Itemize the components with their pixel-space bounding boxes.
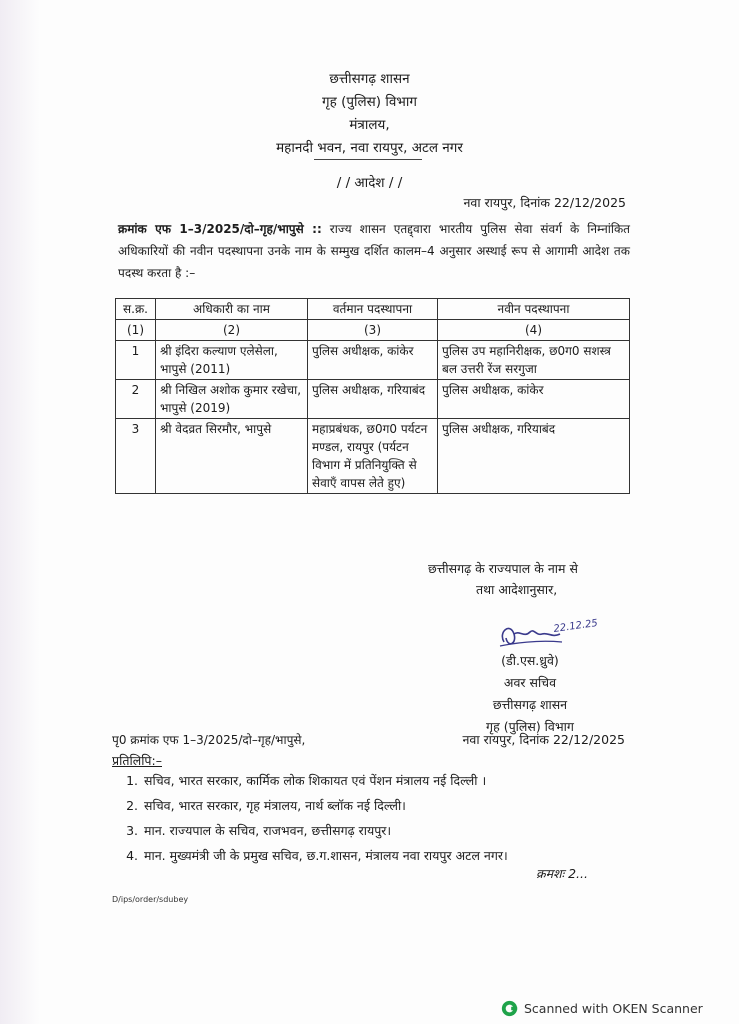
signatory-name: (डी.एस.ध्रुवे) [501,653,559,668]
list-text: सचिव, भारत सरकार, गृह मंत्रालय, नार्थ ब्लॉक नई दिल्ली। [144,798,406,813]
table-header-row [116,299,630,320]
list-item [112,768,612,793]
signatory-department: गृह (पुलिस) विभाग [486,719,574,734]
col-number: (3) [308,320,438,341]
order-authority-line: तथा आदेशानुसार, [476,582,558,597]
file-code: D/ips/order/sdubey [112,895,189,904]
order-body-text: राज्य शासन एतद्द्वारा भारतीय पुलिस सेवा संवर्ग के निम्नांकित अधिकारियों की नवीन पदस्थापना उनके नाम के सम्मुख दर्शित कालम–4 अनुसार अस्थाई रूप से आगामी आदेश तक पदस्थ करता है :– [118,222,631,280]
row-sn: 2 [116,380,156,419]
list-number: 2. [126,798,138,813]
officer-name: श्री निखिल अशोक कुमार रखेचा, भापुसे (2019) [156,380,308,419]
address-line: महानदी भवन, नवा रायपुर, अटल नगर [276,140,463,156]
current-posting: पुलिस अधीक्षक, गरियाबंद [308,380,438,419]
list-number: 1. [126,773,138,788]
table-colnum-row [116,320,630,341]
order-title: / / आदेश / / [336,175,403,191]
table-row [116,380,630,419]
list-text: सचिव, भारत सरकार, कार्मिक लोक शिकायत एवं पेंशन मंत्रालय नई दिल्ली । [144,773,487,788]
new-posting: पुलिस अधीक्षक, गरियाबंद [438,419,630,494]
col-number: (4) [438,320,630,341]
governor-authority-line: छत्तीसगढ़ के राज्यपाल के नाम से [428,561,578,576]
scanner-watermark [501,1000,703,1017]
signatory-block [440,650,620,738]
letterhead [0,68,739,160]
signature-date: 22.12.25 [552,617,599,635]
col-number: (2) [156,320,308,341]
signatory-designation: अवर सचिव [503,675,557,690]
col-header-current: वर्तमान पदस्थापना [308,299,438,320]
row-sn: 3 [116,419,156,494]
scanner-text: Scanned with OKEN Scanner [524,1001,703,1016]
endorsement-date: नवा रायपुर, दिनांक 22/12/2025 [462,732,625,747]
order-date: नवा रायपुर, दिनांक 22/12/2025 [463,195,626,210]
officer-name: श्री इंदिरा कल्याण एलेसेला, भापुसे (2011) [156,341,308,380]
current-posting: पुलिस अधीक्षक, कांकेर [308,341,438,380]
col-header-new: नवीन पदस्थापना [438,299,630,320]
order-paragraph [118,218,630,284]
department-name: गृह (पुलिस) विभाग [322,94,417,110]
header-divider [314,159,422,160]
col-header-name: अधिकारी का नाम [156,299,308,320]
list-number: 4. [126,848,138,863]
transfer-table [115,298,630,494]
current-posting: महाप्रबंधक, छ0ग0 पर्यटन मण्डल, रायपुर (पर्यटन विभाग में प्रतिनियुक्ति से सेवाएँ वापस लेते हुए) [308,419,438,494]
officer-name: श्री वेदव्रत सिरमौर, भापुसे [156,419,308,494]
table-row [116,419,630,494]
scanner-logo-icon [501,1000,518,1017]
signatory-govt: छत्तीसगढ़ शासन [492,697,568,712]
order-reference: क्रमांक एफ 1–3/2025/दो–गृह/भापुसे :: [118,222,322,236]
govt-name: छत्तीसगढ़ शासन [329,71,410,87]
copies-list [112,768,612,868]
col-number: (1) [116,320,156,341]
list-item [112,793,612,818]
endorsement-number: पृ0 क्रमांक एफ 1–3/2025/दो–गृह/भापुसे, [112,733,306,747]
continued-note: क्रमशः 2... [536,866,588,881]
ministry-label: मंत्रालय, [349,117,390,133]
list-text: मान. मुख्यमंत्री जी के प्रमुख सचिव, छ.ग.शासन, मंत्रालय नवा रायपुर अटल नगर। [144,848,508,863]
copies-heading: प्रतिलिपि:– [112,753,162,768]
list-text: मान. राज्यपाल के सचिव, राजभवन, छत्तीसगढ़ रायपुर। [144,823,392,838]
new-posting: पुलिस अधीक्षक, कांकेर [438,380,630,419]
list-item [112,818,612,843]
col-header-sn: स.क्र. [116,299,156,320]
list-number: 3. [126,823,138,838]
new-posting: पुलिस उप महानिरीक्षक, छ0ग0 सशस्त्र बल उत्तरी रेंज सरगुजा [438,341,630,380]
table-row [116,341,630,380]
row-sn: 1 [116,341,156,380]
